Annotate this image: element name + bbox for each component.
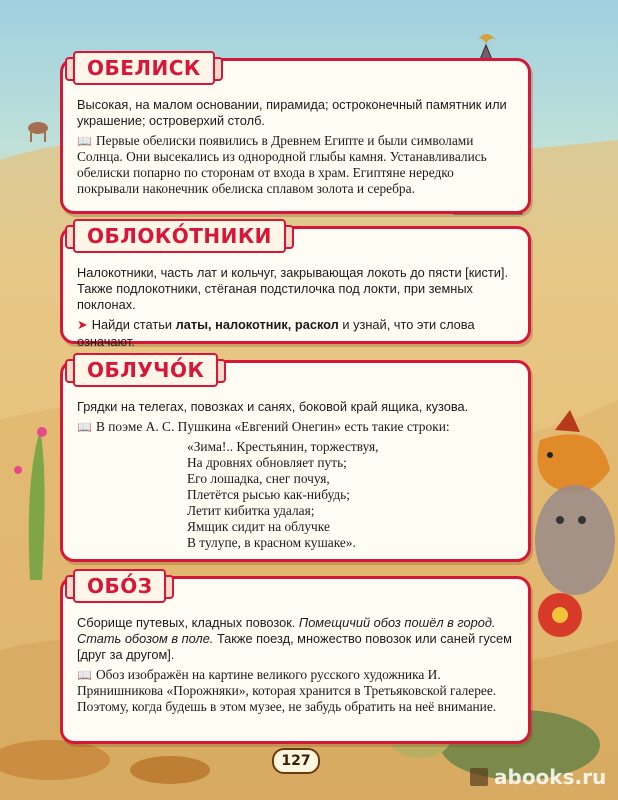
poem-line: Его лошадка, снег почуя, [187,471,330,486]
entry-title: ОБЛОКО́ТНИКИ [73,219,286,253]
poem-line: На дровнях обновляет путь; [187,455,347,470]
definition-end: Также поезд, множество повозок или саней гусем [друг за другом]. [77,631,512,662]
book-icon: 📖 [77,134,92,148]
definition-start: Сборище путевых, кладных повозок. [77,615,296,630]
task-text-after: и узнай, что эти слова означают. [77,317,475,349]
entry-fact-text: Первые обелиски появились в Древнем Египте и были символами Солнца. Они высекались из однородной глыбы камня. Устанавливались обелиски попарно по сторонам от входа в храм. Египтяне нередко покрывали наконечник обелиска сплавом золота и серебра. [77,133,487,196]
entry-title: ОБЛУЧО́К [73,353,218,387]
entry-fact [77,419,516,435]
watermark-text: abooks.ru [494,765,607,789]
entry-fact-text: Обоз изображён на картине великого русского художника И. Прянишникова «Порожняки», которая хранится в Третьяковской галерее. Поэтому, когда будешь в этом музее, не забудь обратить на неё внимание. [77,667,497,714]
entry-definition: Высокая, на малом основании, пирамида; остроконечный памятник или украшение; островерхий столб. [77,97,507,128]
entry-definition [77,615,516,663]
entry-fact [77,667,516,715]
cactus-creature-icon [535,485,615,595]
definition-italic: Помещичий обоз пошёл в город. Стать обозом в поле. [77,615,496,646]
entry-title: ОБО́З [73,569,166,603]
book-icon: 📖 [77,668,92,682]
entry-fact-text: В поэме А. С. Пушкина «Евгений Онегин» есть такие строки: [95,419,450,434]
flower-icon [538,593,582,637]
poem-line: Летит кибитка удалая; [187,503,315,518]
entry-card-oblokotniki [60,224,531,349]
entry-card-oboz [60,576,531,744]
page-number: 127 [272,748,320,774]
poem-quote [187,439,516,551]
book-icon: 📖 [77,420,92,434]
entry-definition: Грядки на телегах, повозках и санях, боковой край ящика, кузова. [77,399,469,414]
poem-line: «Зима!.. Крестьянин, торжествуя, [187,439,379,454]
entry-definition: Налокотники, часть лат и кольчуг, закрывающая локоть до пясти [кисти]. Также подлокотники, стёганая подстилочка под локти, при земных поклонах. [77,265,508,312]
camel-icon [28,122,48,142]
arrow-icon: ➤ [77,318,88,333]
task-text-before: Найди статьи [91,317,173,332]
entry-card-obelisk [60,58,531,214]
task-text-bold: латы, налокотник, раскол [175,317,339,332]
poem-line: Плетётся рысью как-нибудь; [187,487,350,502]
poem-line: Ямщик сидит на облучке [187,519,330,534]
watermark [470,765,606,789]
poem-line: В тулупе, в красном кушаке». [187,535,356,550]
watermark-logo-icon [470,768,488,786]
entry-task [77,317,516,350]
entry-card-obluchok [60,360,531,562]
entry-fact [77,133,516,197]
entry-title: ОБЕЛИСК [73,51,215,85]
